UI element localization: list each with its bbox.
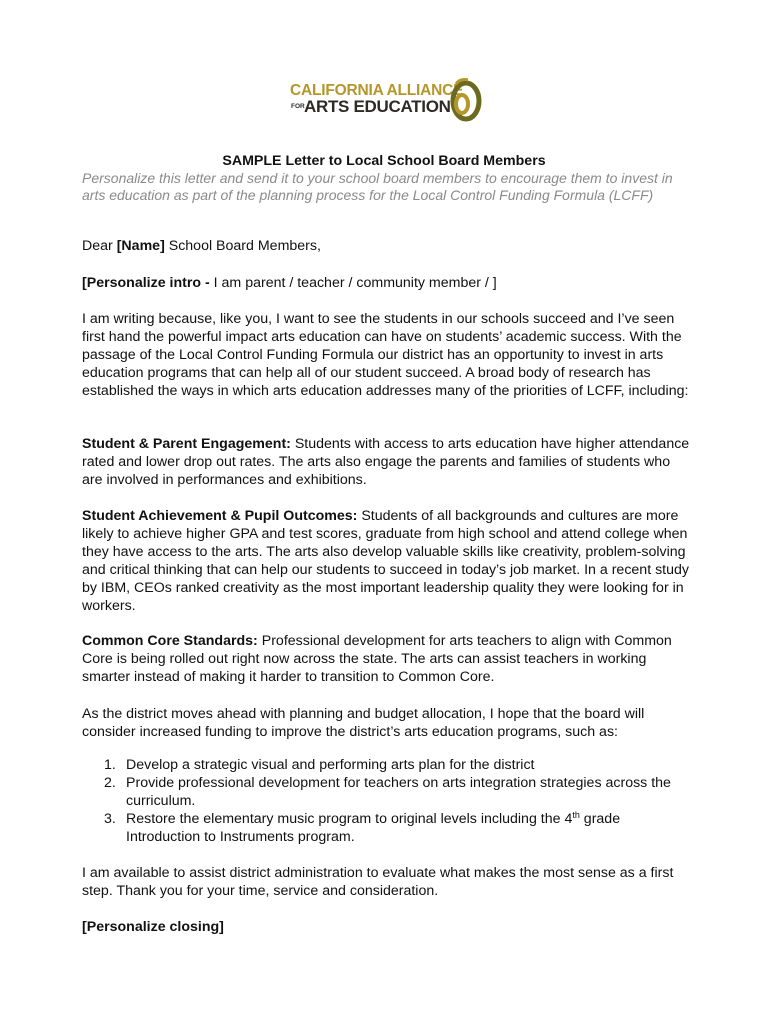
logo-text-for: FOR bbox=[291, 103, 305, 110]
intro-label: [Personalize intro - bbox=[82, 275, 214, 291]
recommendations-list bbox=[82, 756, 692, 846]
common-core-text: Professional development for arts teachers to align with Common Core is being rolled out right now across the state. The arts can assist teachers in working smarter instead of making it harder to transition to Common Core. bbox=[82, 633, 672, 685]
logo-text-line2: ARTS EDUCATION bbox=[304, 97, 451, 116]
paragraph-availability: I am available to assist district administration to evaluate what makes the most sense as a first step. Thank you for your time, service and consideration. bbox=[82, 865, 674, 899]
list-item bbox=[82, 756, 692, 774]
letter-instructions: Personalize this letter and send it to your school board members to encourage them to invest in arts education as part of the planning process for the Local Control Funding Formula (LCFF) bbox=[82, 170, 673, 203]
list-item-text: Provide professional development for teachers on arts integration strategies across the curriculum. bbox=[126, 775, 671, 809]
list-item-text: Develop a strategic visual and performing arts plan for the district bbox=[126, 757, 535, 773]
common-core-heading: Common Core Standards: bbox=[82, 633, 258, 649]
paragraph-district: As the district moves ahead with planning and budget allocation, I hope that the board will consider increased funding to improve the district’s arts education programs, such as: bbox=[82, 706, 645, 740]
paragraph-purpose: I am writing because, like you, I want to see the students in our schools succeed and I’ve seen first hand the powerful impact arts education can have on students’ academic success. With the passage of the Local Control Funding Formula our district has an opportunity to invest in arts education programs that can help all of our student succeed. A broad body of research has established the ways in which arts education addresses many of the priorities of LCFF, including: bbox=[82, 311, 689, 399]
achievement-heading: Student Achievement & Pupil Outcomes: bbox=[82, 508, 358, 524]
list-item-superscript: th bbox=[572, 810, 580, 820]
list-item-number: 1. bbox=[104, 757, 116, 773]
list-item bbox=[82, 810, 692, 846]
achievement-text: Students of all backgrounds and cultures are more likely to achieve higher GPA and test scores, graduate from high school and attend college when they have access to the arts. The arts also develop valuable skills like creativity, problem-solving and critical thinking that can help our students to succeed in today’s job market. In a recent study by IBM, CEOs ranked creativity as the most important leadership quality they were looking for in workers. bbox=[82, 508, 689, 614]
list-item bbox=[82, 774, 692, 810]
logo-text-line1: CALIFORNIA ALLIANCE bbox=[290, 82, 464, 99]
list-item-number: 3. bbox=[104, 811, 116, 827]
intro-text: I am parent / teacher / community member / ] bbox=[213, 275, 497, 291]
paragraph-common-core bbox=[82, 632, 692, 686]
engagement-heading: Student & Parent Engagement: bbox=[82, 436, 291, 452]
engagement-text: Students with access to arts education have higher attendance rated and lower drop out rates. The arts also engage the parents and families of students who are involved in performances and exhibitions. bbox=[82, 436, 690, 488]
salutation-name-placeholder: [Name] bbox=[116, 238, 165, 254]
paragraph-achievement bbox=[82, 507, 692, 615]
list-item-text-post: grade Introduction to Instruments program. bbox=[126, 811, 621, 845]
personalize-closing bbox=[82, 918, 692, 936]
letter-title: SAMPLE Letter to Local School Board Members bbox=[222, 153, 546, 169]
list-item-text-pre: Restore the elementary music program to original levels including the 4 bbox=[126, 811, 573, 827]
salutation bbox=[82, 237, 692, 255]
organization-logo bbox=[290, 76, 490, 122]
paragraph-engagement bbox=[82, 435, 692, 489]
closing-label: [Personalize closing] bbox=[82, 919, 224, 935]
salutation-pre: Dear bbox=[82, 238, 117, 254]
salutation-post: School Board Members, bbox=[164, 238, 321, 254]
list-item-number: 2. bbox=[104, 775, 116, 791]
logo-mark-icon bbox=[448, 76, 482, 122]
personalize-intro bbox=[82, 274, 692, 292]
